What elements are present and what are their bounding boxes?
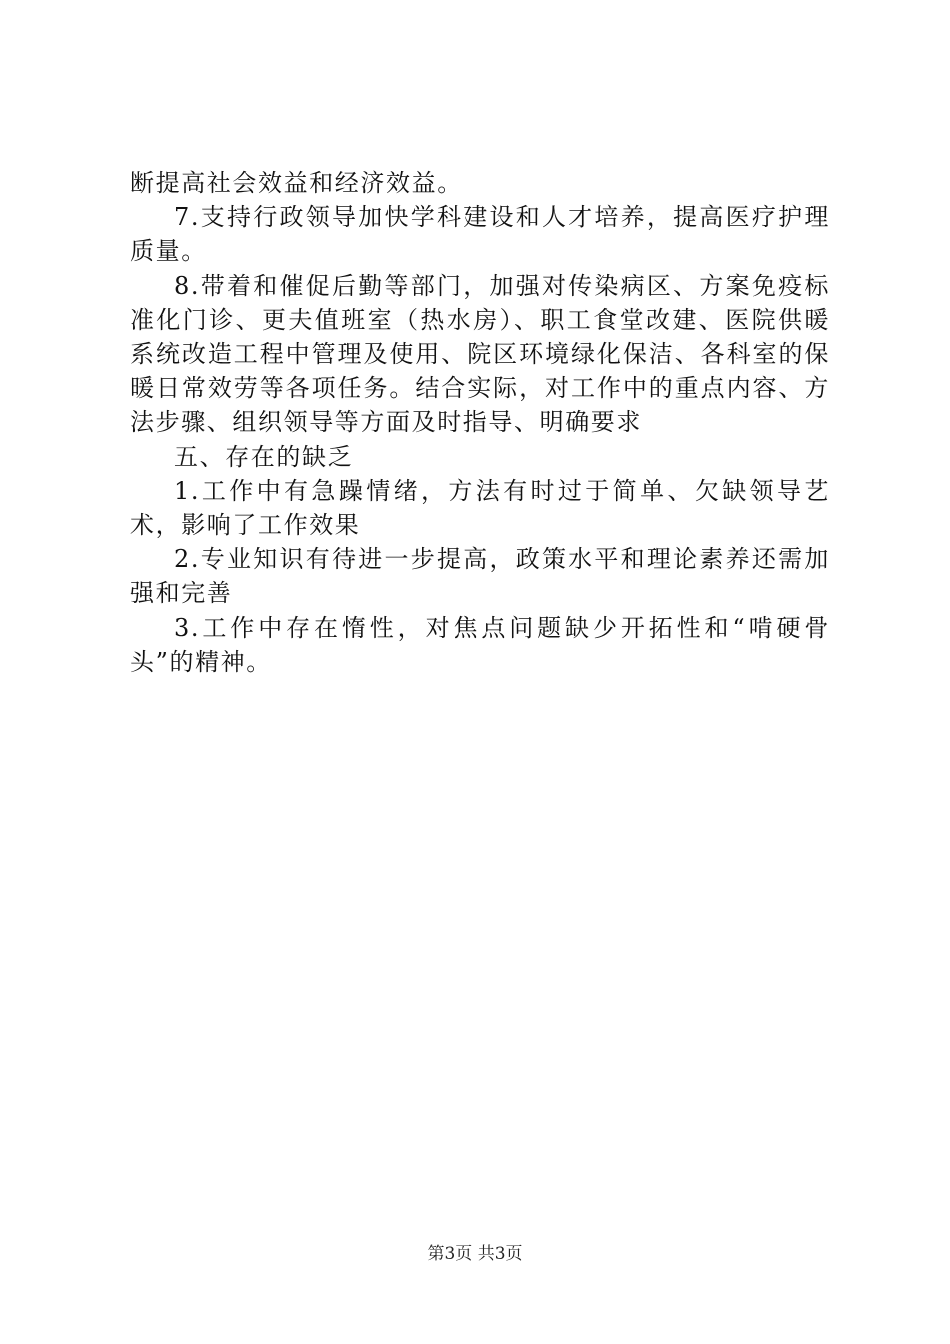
document-body (130, 166, 830, 679)
page-footer (0, 1242, 950, 1266)
paragraph-item-8: 8.带着和催促后勤等部门，加强对传染病区、方案免疫标准化门诊、更夫值班室（热水房）、职工食堂改建、医院供暖系统改造工程中管理及使用、院区环境绿化保洁、各科室的保暖日常效劳等各项任务。结合实际，对工作中的重点内容、方法步骤、组织领导等方面及时指导、明确要求 (130, 271, 830, 437)
paragraph-shortcoming-1: 1.工作中有急躁情绪，方法有时过于简单、欠缺领导艺术，影响了工作效果 (130, 476, 830, 540)
paragraph-shortcoming-2: 2.专业知识有待进一步提高，政策水平和理论素养还需加强和完善 (130, 545, 830, 608)
section-heading-shortcomings: 五、存在的缺乏 (174, 442, 354, 471)
page-number-indicator: 第3页 共3页 (427, 1244, 523, 1264)
paragraph-item-7: 7.支持行政领导加快学科建设和人才培养，提高医疗护理质量。 (130, 203, 830, 266)
paragraph-continuation: 断提高社会效益和经济效益。 (130, 169, 463, 197)
paragraph-shortcoming-3: 3.工作中存在惰性，对焦点问题缺少开拓性和“啃硬骨头”的精神。 (130, 613, 830, 676)
